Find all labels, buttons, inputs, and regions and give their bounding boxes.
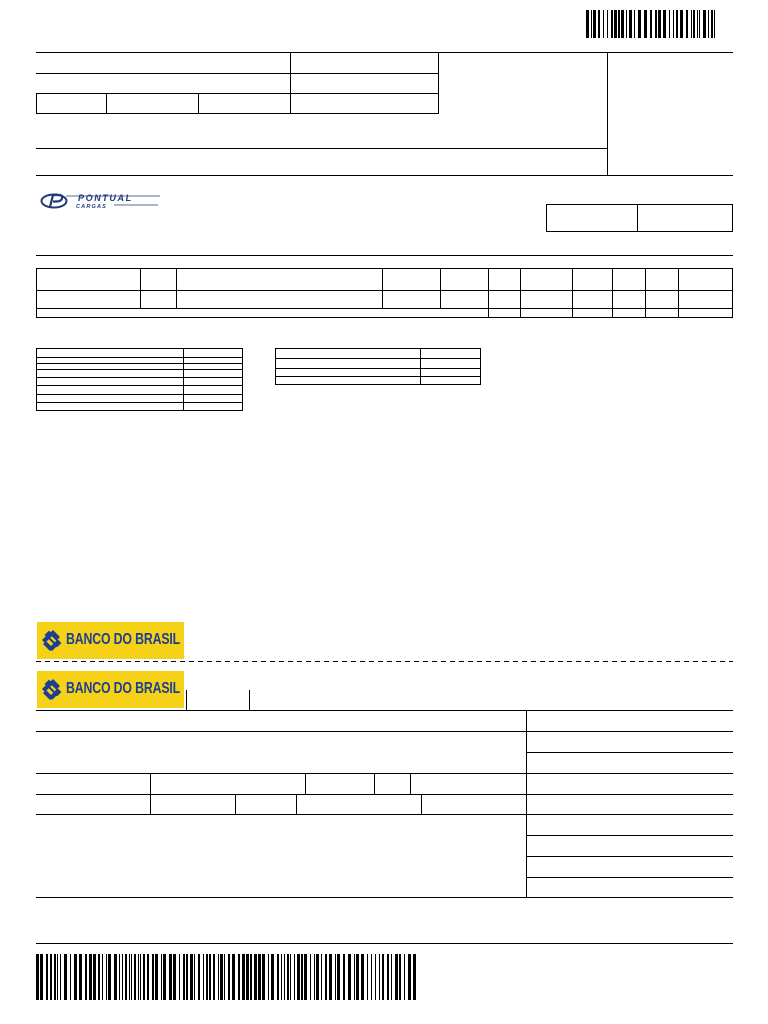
rule-line xyxy=(36,175,733,176)
barcode-bar xyxy=(190,954,193,1000)
barcode-bar xyxy=(598,10,600,38)
barcode-bar xyxy=(676,10,678,38)
barcode-bar xyxy=(281,954,282,1000)
rule-line xyxy=(198,93,199,113)
barcode-bar xyxy=(408,954,411,1000)
barcode-bar xyxy=(391,954,392,1000)
barcode-bar xyxy=(611,10,613,38)
rule-line xyxy=(36,794,733,795)
barcode-bar xyxy=(399,954,401,1000)
barcode-bar xyxy=(354,954,355,1000)
column-line xyxy=(176,268,177,308)
rule-line xyxy=(36,148,608,149)
barcode-bar xyxy=(663,10,666,38)
rule-line xyxy=(526,856,733,857)
barcode-bar xyxy=(102,954,103,1000)
barcode-bar xyxy=(74,954,77,1000)
barcode-bar xyxy=(254,954,257,1000)
barcode-bar xyxy=(314,954,315,1000)
barcode-bar xyxy=(593,10,596,38)
bank-logo-slip xyxy=(37,671,184,708)
barcode-bar xyxy=(220,954,223,1000)
barcode-bar xyxy=(714,10,715,38)
row-line xyxy=(36,357,242,358)
barcode-bar xyxy=(114,954,117,1000)
barcode-bottom xyxy=(36,954,418,1000)
pontual-name: PONTUAL xyxy=(78,193,133,203)
barcode-bar xyxy=(348,954,351,1000)
barcode-bar xyxy=(686,10,688,38)
barcode-bar xyxy=(119,954,120,1000)
barcode-bar xyxy=(218,954,219,1000)
barcode-bar xyxy=(301,954,303,1000)
barcode-bar xyxy=(294,954,295,1000)
barcode-bar xyxy=(304,954,307,1000)
column-line xyxy=(374,773,375,794)
barcode-bar xyxy=(644,10,647,38)
barcode-bar xyxy=(586,10,589,38)
barcode-bar xyxy=(60,954,61,1000)
barcode-bar xyxy=(140,954,141,1000)
rule-line xyxy=(607,52,608,175)
barcode-bar xyxy=(46,954,48,1000)
barcode-bar xyxy=(93,954,96,1000)
barcode-bar xyxy=(152,954,154,1000)
rule-line xyxy=(36,308,733,309)
barcode-bar xyxy=(335,954,336,1000)
barcode-bar xyxy=(379,954,380,1000)
cut-line xyxy=(36,661,733,662)
rule-line xyxy=(106,93,107,113)
barcode-bar xyxy=(607,10,608,38)
barcode-bar xyxy=(250,954,252,1000)
barcode-bar xyxy=(271,954,274,1000)
section-divider xyxy=(36,255,733,256)
column-line xyxy=(440,268,441,308)
barcode-bar xyxy=(40,954,43,1000)
rule-line xyxy=(36,73,439,74)
rule-line xyxy=(526,710,527,897)
rule-line xyxy=(36,93,439,94)
barcode-bar xyxy=(413,954,416,1000)
rule-line xyxy=(36,113,439,114)
barcode-bar xyxy=(621,10,624,38)
barcode-bar xyxy=(194,954,195,1000)
barcode-bar xyxy=(206,954,208,1000)
pontual-logo xyxy=(40,192,164,210)
barcode-bar xyxy=(125,954,127,1000)
barcode-bar xyxy=(36,954,39,1000)
column-line xyxy=(235,794,236,814)
barcode-bar xyxy=(155,954,158,1000)
barcode-bar xyxy=(268,954,269,1000)
row-line xyxy=(36,402,242,403)
column-line xyxy=(305,773,306,794)
rule-line xyxy=(36,814,733,815)
rule-line xyxy=(438,52,439,113)
barcode-bar xyxy=(232,954,235,1000)
barcode-bar xyxy=(85,954,87,1000)
barcode-bar xyxy=(382,954,384,1000)
barcode-bar xyxy=(387,954,389,1000)
barcode-bar xyxy=(691,10,692,38)
banco-do-brasil-icon xyxy=(40,678,63,701)
barcode-bar xyxy=(337,954,340,1000)
column-line xyxy=(150,773,151,794)
barcode-bar xyxy=(209,954,211,1000)
column-line xyxy=(678,268,679,317)
barcode-bar xyxy=(203,954,204,1000)
barcode-bar xyxy=(638,10,641,38)
rule-line xyxy=(36,52,733,53)
rule-line xyxy=(290,52,291,113)
barcode-bar xyxy=(321,954,322,1000)
column-line xyxy=(572,268,573,317)
barcode-bar xyxy=(603,10,604,38)
row-line xyxy=(36,363,242,364)
barcode-bar xyxy=(79,954,82,1000)
barcode-bar xyxy=(375,954,376,1000)
bank-name: BANCO DO BRASIL xyxy=(66,680,181,697)
barcode-bar xyxy=(163,954,166,1000)
rule-line xyxy=(36,731,733,732)
barcode-bar xyxy=(618,10,620,38)
barcode-bar xyxy=(224,954,225,1000)
column-line xyxy=(520,268,521,317)
barcode-bar xyxy=(138,954,139,1000)
rule-line xyxy=(526,752,733,753)
barcode-bar xyxy=(98,954,100,1000)
column-line xyxy=(296,794,297,814)
barcode-bar xyxy=(708,10,709,38)
bank-code-divider xyxy=(249,690,250,710)
barcode-bar xyxy=(262,954,265,1000)
bank-name: BANCO DO BRASIL xyxy=(66,631,181,648)
column-line xyxy=(150,794,151,814)
barcode-bar xyxy=(699,10,700,38)
barcode-bar xyxy=(297,954,300,1000)
barcode-bar xyxy=(277,954,279,1000)
barcode-bar xyxy=(356,954,359,1000)
barcode-bar xyxy=(287,954,289,1000)
barcode-bar xyxy=(703,10,706,38)
barcode-bar xyxy=(147,954,149,1000)
barcode-bar xyxy=(404,954,405,1000)
rule-line xyxy=(526,877,733,878)
barcode-bar xyxy=(246,954,249,1000)
barcode-bar xyxy=(89,954,92,1000)
barcode-bar xyxy=(290,954,291,1000)
barcode-bar xyxy=(371,954,372,1000)
column-line xyxy=(410,773,411,794)
banco-do-brasil-icon xyxy=(40,629,63,652)
rule-line xyxy=(36,943,733,944)
rule-line xyxy=(526,835,733,836)
barcode-bar xyxy=(367,954,368,1000)
barcode-bar xyxy=(650,10,652,38)
barcode-bar xyxy=(591,10,592,38)
column-line xyxy=(382,268,383,308)
rule-line xyxy=(36,897,733,898)
column-line xyxy=(140,268,141,308)
row-line xyxy=(36,394,242,395)
barcode-bar xyxy=(329,954,332,1000)
barcode-bar xyxy=(361,954,364,1000)
barcode-bar xyxy=(629,10,632,38)
barcode-bar xyxy=(228,954,230,1000)
barcode-bar xyxy=(122,954,123,1000)
barcode-bar xyxy=(106,954,107,1000)
barcode-bar xyxy=(673,10,674,38)
barcode-bar xyxy=(626,10,627,38)
row-line xyxy=(275,368,480,369)
column-line xyxy=(645,268,646,317)
barcode-bar xyxy=(343,954,345,1000)
column-line xyxy=(488,268,489,317)
barcode-bar xyxy=(655,10,657,38)
bank-code-divider xyxy=(186,690,187,710)
barcode-bar xyxy=(198,954,200,1000)
barcode-bar xyxy=(57,954,58,1000)
barcode-bar xyxy=(395,954,398,1000)
column-line xyxy=(421,794,422,814)
rule-line xyxy=(36,773,733,774)
barcode-bar xyxy=(693,10,695,38)
barcode-bar xyxy=(316,954,319,1000)
barcode-bar xyxy=(669,10,670,38)
barcode-bar xyxy=(173,954,176,1000)
barcode-bar xyxy=(658,10,661,38)
barcode-bar xyxy=(179,954,180,1000)
barcode-bar xyxy=(50,954,52,1000)
barcode-bar xyxy=(634,10,635,38)
form-cell xyxy=(546,204,733,232)
barcode-bar xyxy=(325,954,327,1000)
pontual-tagline: CARGAS xyxy=(76,204,108,210)
rule-line xyxy=(637,204,638,231)
barcode-bar xyxy=(186,954,188,1000)
barcode-bar xyxy=(258,954,261,1000)
row-line xyxy=(36,385,242,386)
barcode-bar xyxy=(108,954,111,1000)
barcode-bar xyxy=(134,954,136,1000)
rule-line xyxy=(36,710,733,711)
barcode-bar xyxy=(284,954,285,1000)
barcode-bar xyxy=(64,954,67,1000)
barcode-bar xyxy=(697,10,698,38)
barcode-bar xyxy=(711,10,713,38)
barcode-bar xyxy=(183,954,185,1000)
barcode-bar xyxy=(310,954,311,1000)
row-line xyxy=(275,376,480,377)
rule-line xyxy=(36,93,37,113)
barcode-top xyxy=(586,10,716,38)
column-line xyxy=(612,268,613,317)
table-frame xyxy=(275,348,481,385)
column-line xyxy=(420,348,421,384)
barcode-bar xyxy=(238,954,240,1000)
barcode-bar xyxy=(169,954,172,1000)
barcode-bar xyxy=(680,10,683,38)
row-line xyxy=(36,377,242,378)
barcode-bar xyxy=(131,954,132,1000)
bank-logo-receipt xyxy=(37,622,184,659)
barcode-bar xyxy=(54,954,56,1000)
row-line xyxy=(36,369,242,370)
barcode-bar xyxy=(161,954,162,1000)
barcode-bar xyxy=(614,10,617,38)
barcode-bar xyxy=(213,954,215,1000)
barcode-bar xyxy=(242,954,245,1000)
barcode-bar xyxy=(70,954,71,1000)
row-line xyxy=(275,358,480,359)
barcode-bar xyxy=(129,954,130,1000)
barcode-bar xyxy=(143,954,145,1000)
